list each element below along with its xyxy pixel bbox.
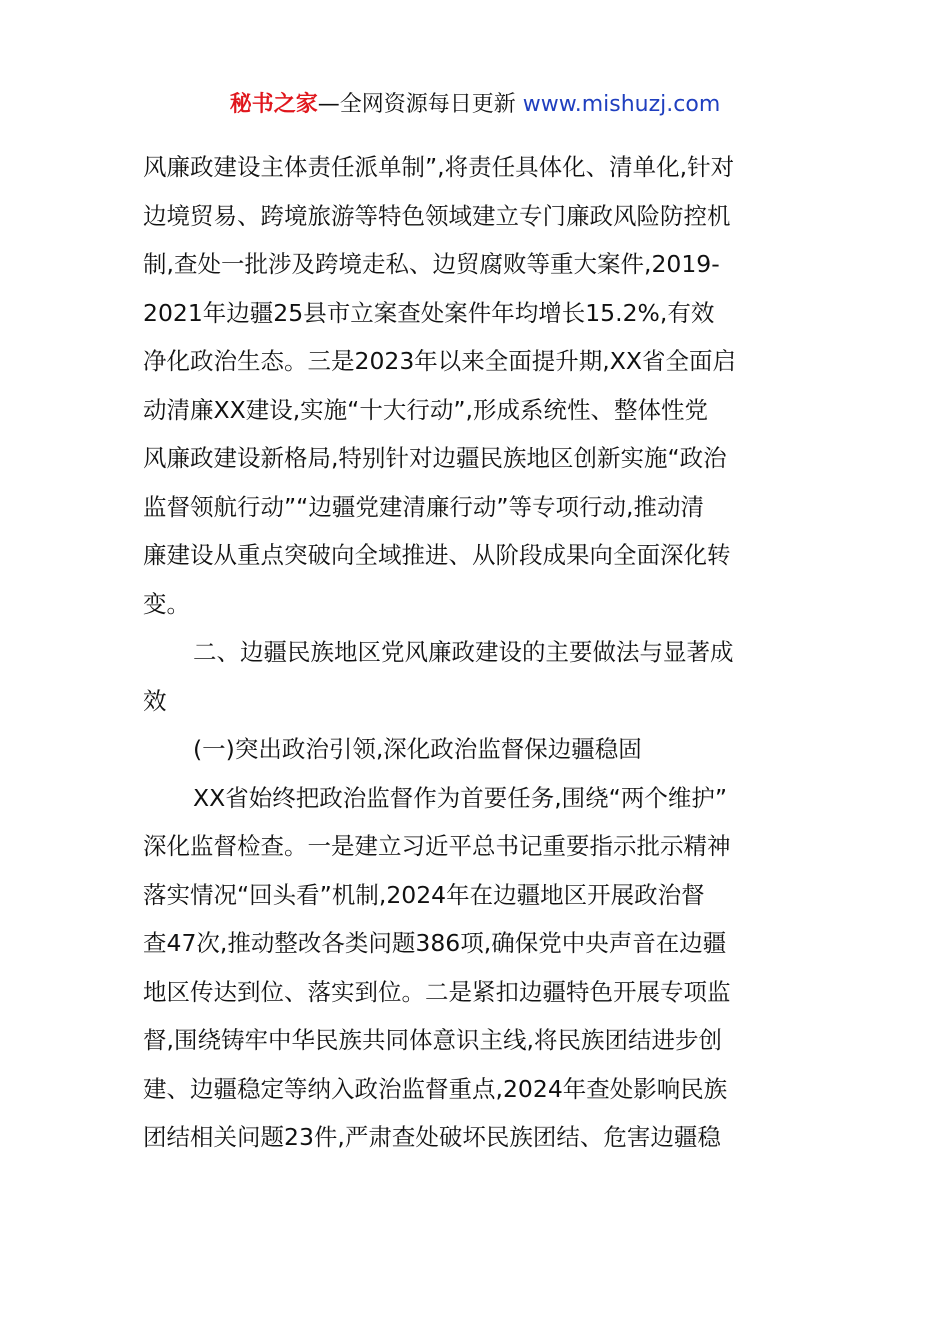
text-line: 落实情况“回头看”机制,2024年在边疆地区开展政治督 (143, 880, 705, 909)
text-line: 监督领航行动”“边疆党建清廉行动”等专项行动,推动清 (143, 492, 704, 521)
text-line: 深化监督检查。一是建立习近平总书记重要指示批示精神 (143, 832, 731, 860)
brand-name: 秘书之家 (229, 92, 318, 117)
subsection-heading: (一)突出政治引领,深化政治监督保边疆稳固 (193, 735, 642, 763)
document-body (143, 143, 811, 1162)
header-tagline: —全网资源每日更新 (317, 92, 516, 117)
section-heading-continuation: 效 (143, 686, 167, 715)
text-line: 净化政治生态。三是2023年以来全面提升期,XX省全面启 (143, 347, 736, 375)
text-line: 制,查处一批涉及跨境走私、边贸腐败等重大案件,2019- (143, 250, 720, 278)
text-line: 廉建设从重点突破向全域推进、从阶段成果向全面深化转 (143, 541, 731, 569)
text-line: 风廉政建设新格局,特别针对边疆民族地区创新实施“政治 (143, 444, 727, 472)
text-line: 团结相关问题23件,严肃查处破坏民族团结、危害边疆稳 (143, 1123, 721, 1151)
text-line: 督,围绕铸牢中华民族共同体意识主线,将民族团结进步创 (143, 1026, 722, 1054)
text-line: 查47次,推动整改各类问题386项,确保党中央声音在边疆 (143, 929, 727, 957)
page-header (0, 88, 950, 122)
text-line: 边境贸易、跨境旅游等特色领域建立专门廉政风险防控机 (143, 201, 731, 230)
website-link[interactable]: www.mishuzj.com (515, 92, 721, 117)
paragraph-first-line: XX省始终把政治监督作为首要任务,围绕“两个维护” (193, 783, 728, 812)
text-line: 建、边疆稳定等纳入政治监督重点,2024年查处影响民族 (143, 1074, 728, 1103)
text-line: 风廉政建设主体责任派单制”,将责任具体化、清单化,针对 (143, 153, 735, 181)
section-heading: 二、边疆民族地区党风廉政建设的主要做法与显著成 (193, 638, 734, 666)
text-line: 动清廉XX建设,实施“十大行动”,形成系统性、整体性党 (143, 395, 708, 424)
text-line: 变。 (143, 589, 190, 618)
text-line: 地区传达到位、落实到位。二是紧扣边疆特色开展专项监 (143, 977, 731, 1006)
text-line: 2021年边疆25县市立案查处案件年均增长15.2%,有效 (143, 298, 715, 327)
